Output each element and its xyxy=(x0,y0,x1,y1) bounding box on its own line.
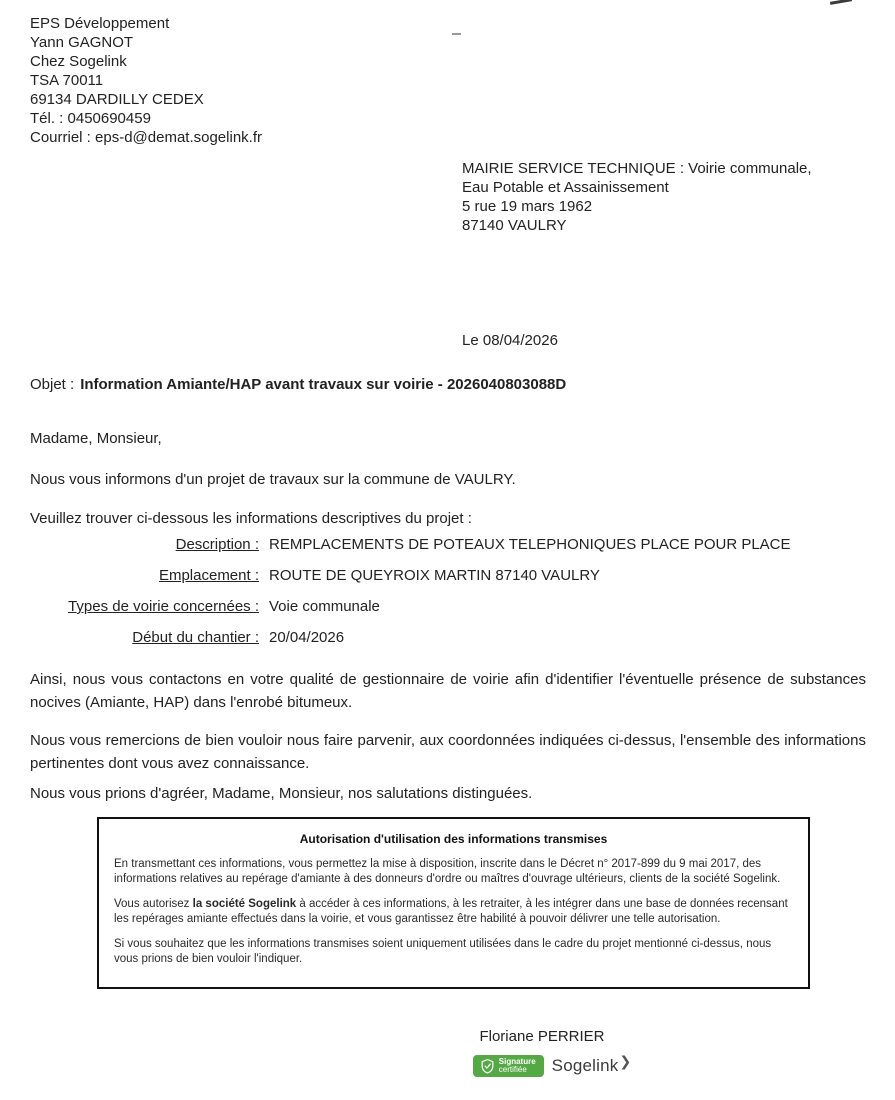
details-intro: Veuillez trouver ci-dessous les informations descriptives du projet : xyxy=(30,510,472,527)
closing-paragraph: Nous vous prions d'agréer, Madame, Monsieur, nos salutations distinguées. xyxy=(30,785,533,802)
sender-line: TSA 70011 xyxy=(30,72,104,89)
scan-artifact xyxy=(452,33,461,35)
sender-city: 69134 DARDILLY CEDEX xyxy=(30,91,204,108)
letter-date: Le 08/04/2026 xyxy=(462,332,558,349)
authorization-paragraph xyxy=(114,897,793,926)
sender-email: Courriel : eps-d@demat.sogelink.fr xyxy=(30,129,262,146)
sender-name: Yann GAGNOT xyxy=(30,34,134,51)
subject-label: Objet : xyxy=(30,376,75,393)
intro-paragraph: Nous vous informons d'un projet de travaux sur la commune de VAULRY. xyxy=(30,471,516,488)
shield-check-icon xyxy=(481,1059,494,1074)
sogelink-logo xyxy=(551,1053,632,1076)
body-paragraph: Nous vous remercions de bien vouloir nous faire parvenir, aux coordonnées indiquées ci-dessus, l'ensemble des informations pertinentes dont vous avez connaissance. xyxy=(30,732,866,772)
chevron-icon: ❯ xyxy=(619,1053,632,1069)
auth-p2-bold: la société Sogelink xyxy=(192,898,297,910)
auth-p2-suffix: à accéder à ces informations, à les retraiter, à les intégrer dans une base de données recensant les repérages amiante effectués dans la voirie, et vous garantissez être habilité à pouvoir délivrer une telle autorisation. xyxy=(114,898,788,925)
detail-value: Voie communale xyxy=(269,598,380,615)
badge-line2: certifiée xyxy=(498,1065,527,1074)
authorization-box-title: Autorisation d'utilisation des informations transmises xyxy=(299,832,608,846)
badge-text xyxy=(499,1058,536,1074)
sender-company: EPS Développement xyxy=(30,15,170,32)
sender-line: Chez Sogelink xyxy=(30,53,127,70)
scan-artifact xyxy=(830,0,852,5)
sender-phone: Tél. : 0450690459 xyxy=(30,110,151,127)
detail-row-emplacement xyxy=(30,567,600,584)
signature-row xyxy=(402,1055,702,1077)
detail-value: ROUTE DE QUEYROIX MARTIN 87140 VAULRY xyxy=(269,567,600,584)
recipient-city: 87140 VAULRY xyxy=(462,217,567,234)
signatory-name: Floriane PERRIER xyxy=(479,1028,605,1045)
detail-value: 20/04/2026 xyxy=(269,629,345,646)
subject-value: Information Amiante/HAP avant travaux sur voirie - 2026040803088D xyxy=(80,376,567,393)
body-paragraph: Ainsi, nous vous contactons en votre qualité de gestionnaire de voirie afin d'identifier l'éventuelle présence de substances nocives (Amiante, HAP) dans l'enrobé bitumeux. xyxy=(30,671,866,711)
authorization-box xyxy=(97,817,810,989)
recipient-line: Eau Potable et Assainissement xyxy=(462,179,669,196)
subject-line xyxy=(30,376,566,393)
detail-label: Emplacement : xyxy=(158,567,259,584)
signature-certified-badge xyxy=(473,1055,544,1077)
recipient-line: 5 rue 19 mars 1962 xyxy=(462,198,593,215)
recipient-address-block xyxy=(462,159,812,235)
auth-p2-prefix: Vous autorisez xyxy=(114,898,193,910)
detail-row-description xyxy=(30,536,791,553)
detail-label: Début du chantier : xyxy=(132,629,259,646)
detail-label: Types de voirie concernées : xyxy=(68,598,259,615)
detail-value: REMPLACEMENTS DE POTEAUX TELEPHONIQUES PLACE POUR PLACE xyxy=(269,536,791,553)
badge-line1: Signature xyxy=(498,1057,536,1066)
authorization-paragraph: Si vous souhaitez que les informations transmises soient uniquement utilisées dans le cadre du projet mentionné ci-dessus, nous vous prions de bien vouloir l'indiquer. xyxy=(114,938,772,965)
sender-address-block xyxy=(30,14,262,147)
detail-row-voirie xyxy=(30,598,380,615)
authorization-paragraph: En transmettant ces informations, vous permettez la mise à disposition, inscrite dans le Décret n° 2017-899 du 9 mai 2017, des informations relatives au repérage d'amiante à des donneurs d'ordre ou maîtres d'ouvrage ultérieurs, clients de la société Sogelink. xyxy=(114,858,781,885)
detail-label: Description : xyxy=(175,536,259,553)
recipient-line: MAIRIE SERVICE TECHNIQUE : Voirie communale, xyxy=(462,160,812,177)
sogelink-logo-text: Sogelink xyxy=(551,1056,619,1075)
detail-row-debut-chantier xyxy=(30,629,344,646)
salutation: Madame, Monsieur, xyxy=(30,430,162,447)
